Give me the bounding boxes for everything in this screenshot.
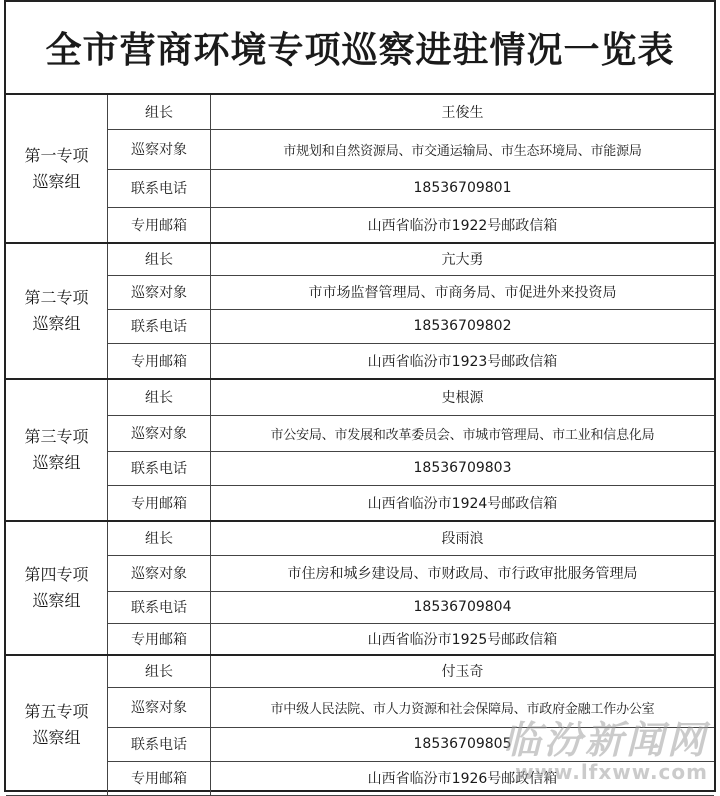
group-2-mailbox-row	[6, 343, 714, 379]
group-3-targets-row	[6, 415, 714, 451]
group-4-phone-row	[6, 591, 714, 623]
group-2-targets: 市市场监督管理局、市商务局、市促进外来投资局	[211, 275, 715, 309]
group-5-mailbox: 山西省临汾市1926号邮政信箱	[211, 761, 715, 795]
inspection-table-sheet	[4, 0, 716, 792]
phone-label: 联系电话	[108, 169, 211, 207]
group-2-leader-row	[6, 243, 714, 275]
phone-label: 联系电话	[108, 451, 211, 485]
group-2-name: 第二专项 巡察组	[6, 243, 108, 379]
targets-label: 巡察对象	[108, 129, 211, 169]
leader-label: 组长	[108, 655, 211, 687]
group-4-mailbox: 山西省临汾市1925号邮政信箱	[211, 623, 715, 655]
group-5-name: 第五专项 巡察组	[6, 655, 108, 795]
group-3-name: 第三专项 巡察组	[6, 379, 108, 521]
group-2-leader: 亢大勇	[211, 243, 715, 275]
group-4-name: 第四专项 巡察组	[6, 521, 108, 655]
watermark-site-name: 临汾新闻网	[502, 718, 708, 762]
group-5-targets-row	[6, 687, 714, 727]
group-5-mailbox-row	[6, 761, 714, 795]
leader-label: 组长	[108, 243, 211, 275]
group-2-targets-row	[6, 275, 714, 309]
group-3-phone: 18536709803	[211, 451, 715, 485]
mailbox-label: 专用邮箱	[108, 207, 211, 243]
leader-label: 组长	[108, 379, 211, 415]
watermark-url: www.lfxww.com	[515, 760, 708, 784]
group-1-phone: 18536709801	[211, 169, 715, 207]
phone-label: 联系电话	[108, 727, 211, 761]
group-3-phone-row	[6, 451, 714, 485]
group-1-phone-row	[6, 169, 714, 207]
targets-label: 巡察对象	[108, 415, 211, 451]
mailbox-label: 专用邮箱	[108, 485, 211, 521]
targets-label: 巡察对象	[108, 555, 211, 591]
targets-label: 巡察对象	[108, 687, 211, 727]
group-4-targets-row	[6, 555, 714, 591]
group-3-leader: 史根源	[211, 379, 715, 415]
group-1-mailbox: 山西省临汾市1922号邮政信箱	[211, 207, 715, 243]
mailbox-label: 专用邮箱	[108, 343, 211, 379]
group-1-targets-row	[6, 129, 714, 169]
group-4-phone: 18536709804	[211, 591, 715, 623]
phone-label: 联系电话	[108, 309, 211, 343]
group-2-phone-row	[6, 309, 714, 343]
group-2-phone: 18536709802	[211, 309, 715, 343]
group-5-leader-row	[6, 655, 714, 687]
leader-label: 组长	[108, 521, 211, 555]
group-4-leader-row	[6, 521, 714, 555]
group-3-targets: 市公安局、市发展和改革委员会、市城市管理局、市工业和信息化局	[211, 415, 715, 451]
group-4-targets: 市住房和城乡建设局、市财政局、市行政审批服务管理局	[211, 555, 715, 591]
group-4-leader: 段雨浪	[211, 521, 715, 555]
group-1-name: 第一专项 巡察组	[6, 95, 108, 243]
group-1-leader-row	[6, 95, 714, 129]
group-2-mailbox: 山西省临汾市1923号邮政信箱	[211, 343, 715, 379]
group-5-phone-row	[6, 727, 714, 761]
group-1-leader: 王俊生	[211, 95, 715, 129]
mailbox-label: 专用邮箱	[108, 623, 211, 655]
inspection-table	[6, 95, 714, 796]
leader-label: 组长	[108, 95, 211, 129]
phone-label: 联系电话	[108, 591, 211, 623]
targets-label: 巡察对象	[108, 275, 211, 309]
group-3-leader-row	[6, 379, 714, 415]
group-3-mailbox: 山西省临汾市1924号邮政信箱	[211, 485, 715, 521]
group-5-leader: 付玉奇	[211, 655, 715, 687]
mailbox-label: 专用邮箱	[108, 761, 211, 795]
group-4-mailbox-row	[6, 623, 714, 655]
group-1-mailbox-row	[6, 207, 714, 243]
group-1-targets: 市规划和自然资源局、市交通运输局、市生态环境局、市能源局	[211, 129, 715, 169]
group-5-phone: 18536709805	[211, 727, 715, 761]
group-5-targets: 市中级人民法院、市人力资源和社会保障局、市政府金融工作办公室	[211, 687, 715, 727]
table-title: 全市营商环境专项巡察进驻情况一览表	[6, 2, 714, 95]
group-3-mailbox-row	[6, 485, 714, 521]
